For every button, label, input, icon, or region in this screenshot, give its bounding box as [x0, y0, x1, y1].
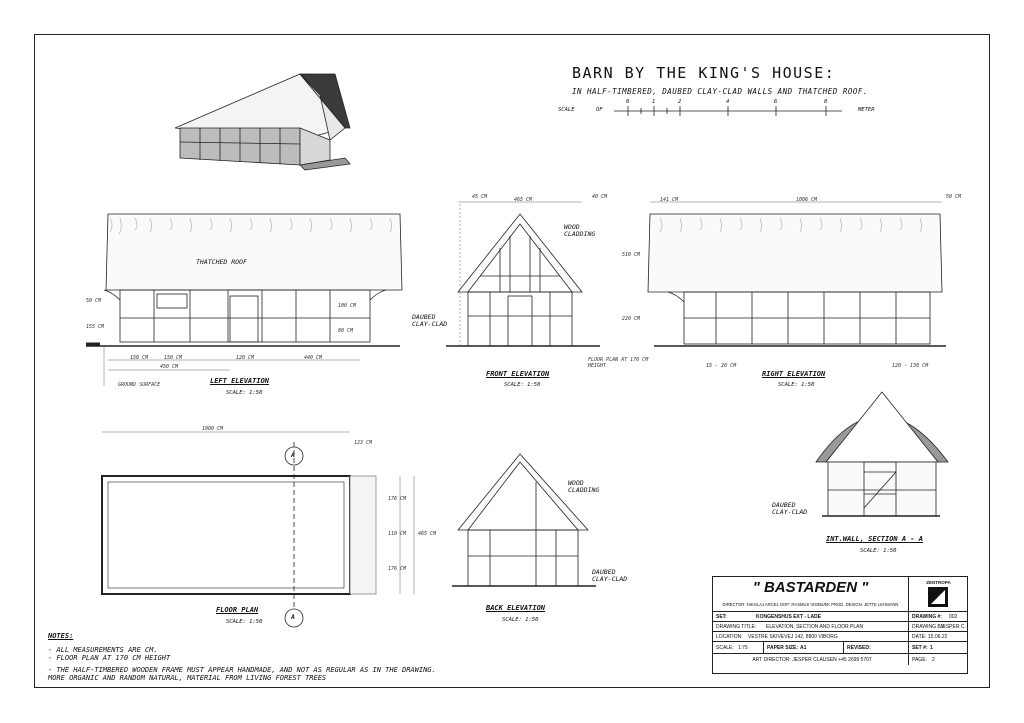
dim-left-3: 100 CM — [338, 303, 357, 309]
perspective-view — [175, 74, 350, 170]
dim-left-7: 450 CM — [160, 364, 179, 370]
section-marker-bottom: A — [291, 613, 295, 621]
note-line-4: MORE ORGANIC AND RANDOM NATURAL, MATERIAL FROM LIVING FOREST TREES — [48, 674, 327, 682]
scale-tick-4: 4 — [726, 99, 730, 105]
dim-left-2: 155 CM — [86, 324, 105, 330]
set-label: SET: — [716, 614, 727, 620]
dim-front-3: 40 CM — [592, 194, 608, 200]
notes-block — [48, 632, 436, 682]
production-name: " BASTARDEN " — [752, 579, 869, 596]
dim-left-4: 80 CM — [338, 328, 354, 334]
front-elevation-caption: FRONT ELEVATION — [486, 370, 550, 378]
section-a-a-drawing — [816, 392, 948, 516]
front-wood-cladding-label: WOOD CLADDING — [564, 223, 596, 238]
paper-size-value: A1 — [800, 645, 807, 651]
dim-front-1: 45 CM — [472, 194, 488, 200]
dim-front-2: 465 CM — [514, 197, 533, 203]
scale-bar — [614, 106, 842, 116]
floor-plan-scale: SCALE: 1:50 — [226, 619, 263, 625]
revised-label: REVISED: — [843, 642, 908, 653]
floor-plan-height-label: FLOOR PLAN AT 170 CM HEIGHT — [588, 357, 649, 369]
logo-text: ZENTROPA — [926, 580, 951, 585]
drawing-title: BARN BY THE KING'S HOUSE: — [572, 64, 836, 82]
dim-left-8: 120 CM — [236, 355, 255, 361]
dim-left-6: 150 CM — [164, 355, 183, 361]
back-elevation-drawing — [452, 454, 596, 586]
left-elevation-caption: LEFT ELEVATION — [210, 377, 270, 385]
page-value: 2 — [932, 657, 935, 663]
drawing-title-label: DRAWING TITLE: — [716, 624, 757, 630]
note-line-3: - THE HALF-TIMBERED WOODEN FRAME MUST APPEAR HANDMADE, AND NOT AS REGULAR AS IN THE DRAWING. — [48, 666, 436, 674]
dim-left-9: 440 CM — [304, 355, 323, 361]
dim-right-3: 50 CM — [946, 194, 962, 200]
drawing-subtitle: IN HALF-TIMBERED, DAUBED CLAY-CLAD WALLS AND THATCHED ROOF. — [572, 87, 868, 96]
title-block — [712, 576, 968, 674]
page-label: PAGE: — [908, 654, 930, 665]
dim-right-1: 141 CM — [660, 197, 679, 203]
set-no-label: SET #: — [908, 642, 930, 653]
scale-bar-unit: METER — [858, 107, 875, 113]
dim-floor-4: 110 CM — [388, 531, 407, 537]
location-value: VESTRE SKIVEVEJ 142, 8800 VIBORG — [748, 634, 838, 640]
front-elevation-scale: SCALE: 1:50 — [504, 382, 541, 388]
dim-left-5: 150 CM — [130, 355, 149, 361]
ground-surface-label: GROUND SURFACE — [118, 382, 161, 388]
back-elevation-scale: SCALE: 1:50 — [502, 617, 539, 623]
back-clay-label: DAUBED CLAY-CLAD — [592, 568, 628, 583]
floor-plan-caption: FLOOR PLAN — [216, 606, 259, 614]
note-line-2: - FLOOR PLAN AT 170 CM HEIGHT — [48, 654, 171, 662]
dim-front-4: 510 CM — [622, 252, 641, 258]
date-label: DATE: — [908, 632, 930, 641]
art-director-line: ART DIRECTOR: JESPER CLAUSEN +45 2699 5707 — [752, 657, 872, 663]
logo-mark-icon — [909, 577, 968, 611]
set-value: KONGENSHUS EXT - LADE — [756, 614, 822, 620]
drawing-no-label: DRAWING #: — [908, 612, 948, 621]
scale-value: 1:75 — [738, 645, 748, 651]
section-scale: SCALE: 1:50 — [860, 548, 897, 554]
dim-front-5: 220 CM — [622, 316, 641, 322]
section-marker-top: A — [291, 451, 295, 459]
scale-label: SCALE: — [716, 645, 734, 651]
notes-heading: NOTES: — [48, 632, 74, 640]
dim-floor-2: 123 CM — [354, 440, 373, 446]
drawing-no-value: 002 — [949, 614, 958, 620]
left-elevation-scale: SCALE: 1:50 — [226, 390, 263, 396]
back-elevation-caption: BACK ELEVATION — [486, 604, 546, 612]
scale-bar-of: OF — [596, 107, 603, 113]
drawn-by-value: JESPER C. — [940, 624, 966, 630]
location-label: LOCATION: — [716, 634, 743, 640]
note-line-1: - ALL MEASUREMENTS ARE CM. — [48, 646, 158, 654]
front-clay-label: DAUBED CLAY-CLAD — [412, 313, 448, 328]
dim-right-5: 120 - 130 CM — [892, 363, 929, 369]
thatched-roof-label: THATCHED ROOF — [196, 258, 247, 266]
drawn-by-label: DRAWING BY: — [908, 622, 946, 631]
dim-right-4: 15 - 20 CM — [706, 363, 737, 369]
right-elevation-caption: RIGHT ELEVATION — [762, 370, 826, 378]
set-no-value: 1 — [930, 645, 933, 651]
section-clay-label: DAUBED CLAY-CLAD — [772, 501, 808, 516]
dim-right-2: 1006 CM — [796, 197, 818, 203]
back-wood-cladding-label: WOOD CLADDING — [568, 479, 600, 494]
scale-tick-0: 0 — [626, 99, 630, 105]
paper-size-label: PAPER SIZE: — [763, 642, 799, 653]
date-value: 15.06.22 — [928, 634, 948, 640]
dim-floor-1: 1000 CM — [202, 426, 224, 432]
zentropa-logo — [908, 577, 968, 611]
right-elevation-drawing — [648, 202, 946, 346]
floor-plan-drawing — [102, 432, 414, 627]
scale-tick-1: 1 — [652, 99, 656, 105]
credits-line: DIRECTOR: NIKOLAJ ARCEL DOP: RASMUS VIDEBÆK PROD. DESIGN: JETTE LEHMANN — [722, 602, 899, 607]
dim-left-1: 50 CM — [86, 298, 102, 304]
scale-tick-2: 2 — [678, 99, 682, 105]
dim-floor-3: 176 CM — [388, 496, 407, 502]
scale-bar-label: SCALE — [558, 107, 575, 113]
drawing-title-value: ELEVATION, SECTION AND FLOOR PLAN — [766, 624, 864, 630]
dim-floor-6: 176 CM — [388, 566, 407, 572]
right-elevation-scale: SCALE: 1:50 — [778, 382, 815, 388]
section-caption: INT.WALL, SECTION A - A — [826, 535, 923, 543]
scale-tick-8: 8 — [824, 99, 828, 105]
dim-floor-5: 465 CM — [418, 531, 437, 537]
scale-tick-6: 6 — [774, 99, 778, 105]
